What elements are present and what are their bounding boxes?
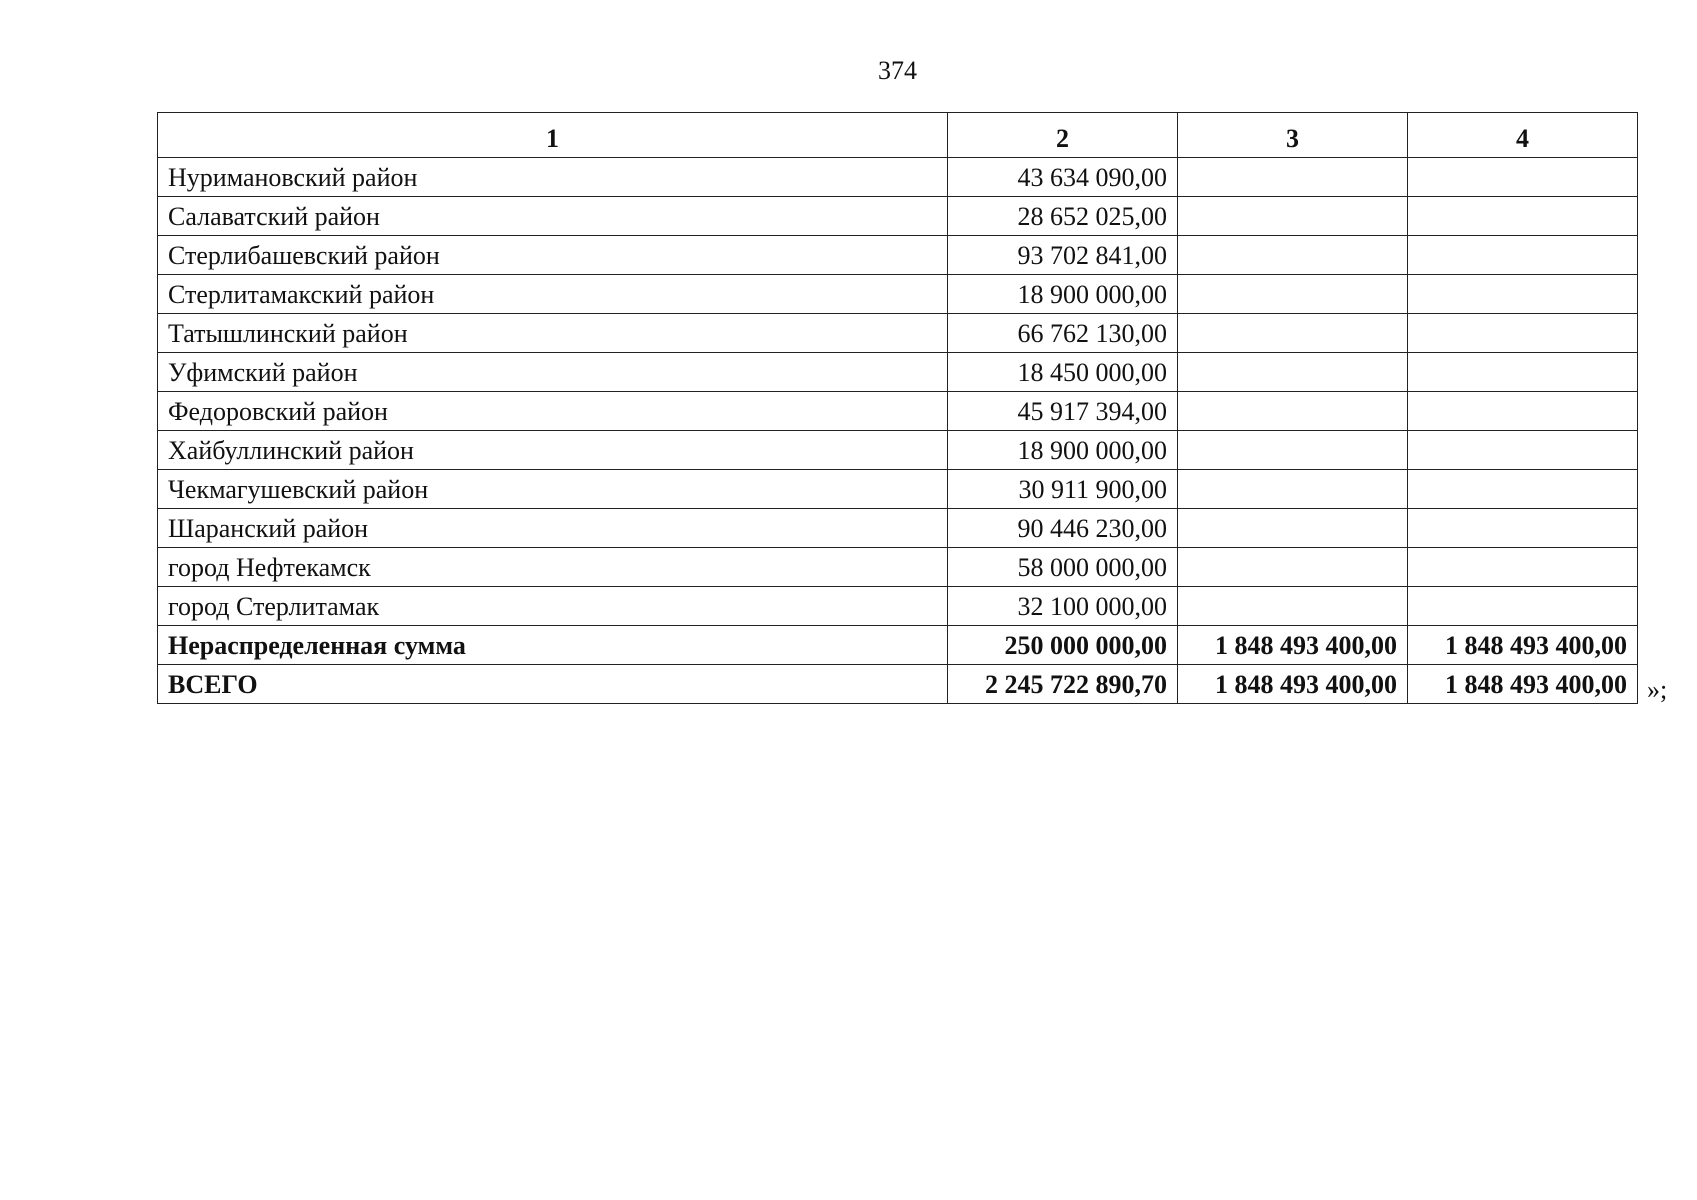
amount-col-2: 66 762 130,00 xyxy=(948,314,1178,353)
amount-col-4 xyxy=(1408,392,1638,431)
amount-col-3 xyxy=(1178,509,1408,548)
page-number: 374 xyxy=(878,56,917,85)
district-name: Стерлибашевский район xyxy=(158,236,948,275)
amount-col-3 xyxy=(1178,353,1408,392)
district-name: Федоровский район xyxy=(158,392,948,431)
amount-col-3 xyxy=(1178,431,1408,470)
amount-col-4: 1 848 493 400,00 xyxy=(1408,626,1638,665)
amount-col-3 xyxy=(1178,158,1408,197)
amount-col-3 xyxy=(1178,314,1408,353)
amount-col-3 xyxy=(1178,587,1408,626)
amount-col-4 xyxy=(1408,509,1638,548)
unallocated-row xyxy=(158,626,1638,665)
amount-col-4 xyxy=(1408,431,1638,470)
amount-col-4 xyxy=(1408,587,1638,626)
column-header-2: 2 xyxy=(948,113,1178,158)
amount-col-4 xyxy=(1408,197,1638,236)
amount-col-2: 90 446 230,00 xyxy=(948,509,1178,548)
district-name: Шаранский район xyxy=(158,509,948,548)
amount-col-4 xyxy=(1408,314,1638,353)
table-row xyxy=(158,275,1638,314)
district-name: Хайбуллинский район xyxy=(158,431,948,470)
district-name: Нуримановский район xyxy=(158,158,948,197)
table-row xyxy=(158,392,1638,431)
amount-col-2: 43 634 090,00 xyxy=(948,158,1178,197)
amount-col-3 xyxy=(1178,275,1408,314)
column-header-1: 1 xyxy=(158,113,948,158)
amount-col-2: 2 245 722 890,70 xyxy=(948,665,1178,704)
amount-col-2: 28 652 025,00 xyxy=(948,197,1178,236)
column-header-3: 3 xyxy=(1178,113,1408,158)
budget-table xyxy=(157,112,1638,704)
amount-col-3: 1 848 493 400,00 xyxy=(1178,665,1408,704)
district-name: город Стерлитамак xyxy=(158,587,948,626)
district-name: Татышлинский район xyxy=(158,314,948,353)
amount-col-2: 18 450 000,00 xyxy=(948,353,1178,392)
table-header-row xyxy=(158,113,1638,158)
amount-col-2: 45 917 394,00 xyxy=(948,392,1178,431)
amount-col-3: 1 848 493 400,00 xyxy=(1178,626,1408,665)
amount-col-2: 58 000 000,00 xyxy=(948,548,1178,587)
amount-col-2: 18 900 000,00 xyxy=(948,275,1178,314)
amount-col-2: 250 000 000,00 xyxy=(948,626,1178,665)
closing-quote-mark: »; xyxy=(1647,675,1668,704)
amount-col-3 xyxy=(1178,392,1408,431)
amount-col-2: 30 911 900,00 xyxy=(948,470,1178,509)
amount-col-4 xyxy=(1408,470,1638,509)
amount-col-3 xyxy=(1178,197,1408,236)
total-row xyxy=(158,665,1638,704)
district-name: Стерлитамакский район xyxy=(158,275,948,314)
district-name: город Нефтекамск xyxy=(158,548,948,587)
amount-col-4 xyxy=(1408,275,1638,314)
amount-col-4 xyxy=(1408,158,1638,197)
table-row xyxy=(158,431,1638,470)
table-row xyxy=(158,158,1638,197)
amount-col-3 xyxy=(1178,548,1408,587)
total-label: ВСЕГО xyxy=(158,665,948,704)
district-name: Салаватский район xyxy=(158,197,948,236)
amount-col-4: 1 848 493 400,00 xyxy=(1408,665,1638,704)
column-header-4: 4 xyxy=(1408,113,1638,158)
unallocated-label: Нераспределенная сумма xyxy=(158,626,948,665)
table-row xyxy=(158,197,1638,236)
amount-col-4 xyxy=(1408,548,1638,587)
table-row xyxy=(158,509,1638,548)
table-row xyxy=(158,314,1638,353)
table-row xyxy=(158,470,1638,509)
amount-col-3 xyxy=(1178,470,1408,509)
amount-col-2: 18 900 000,00 xyxy=(948,431,1178,470)
table-row xyxy=(158,548,1638,587)
table-row xyxy=(158,353,1638,392)
district-name: Уфимский район xyxy=(158,353,948,392)
table-row xyxy=(158,587,1638,626)
amount-col-4 xyxy=(1408,353,1638,392)
table-row xyxy=(158,236,1638,275)
amount-col-4 xyxy=(1408,236,1638,275)
amount-col-3 xyxy=(1178,236,1408,275)
amount-col-2: 93 702 841,00 xyxy=(948,236,1178,275)
district-name: Чекмагушевский район xyxy=(158,470,948,509)
amount-col-2: 32 100 000,00 xyxy=(948,587,1178,626)
